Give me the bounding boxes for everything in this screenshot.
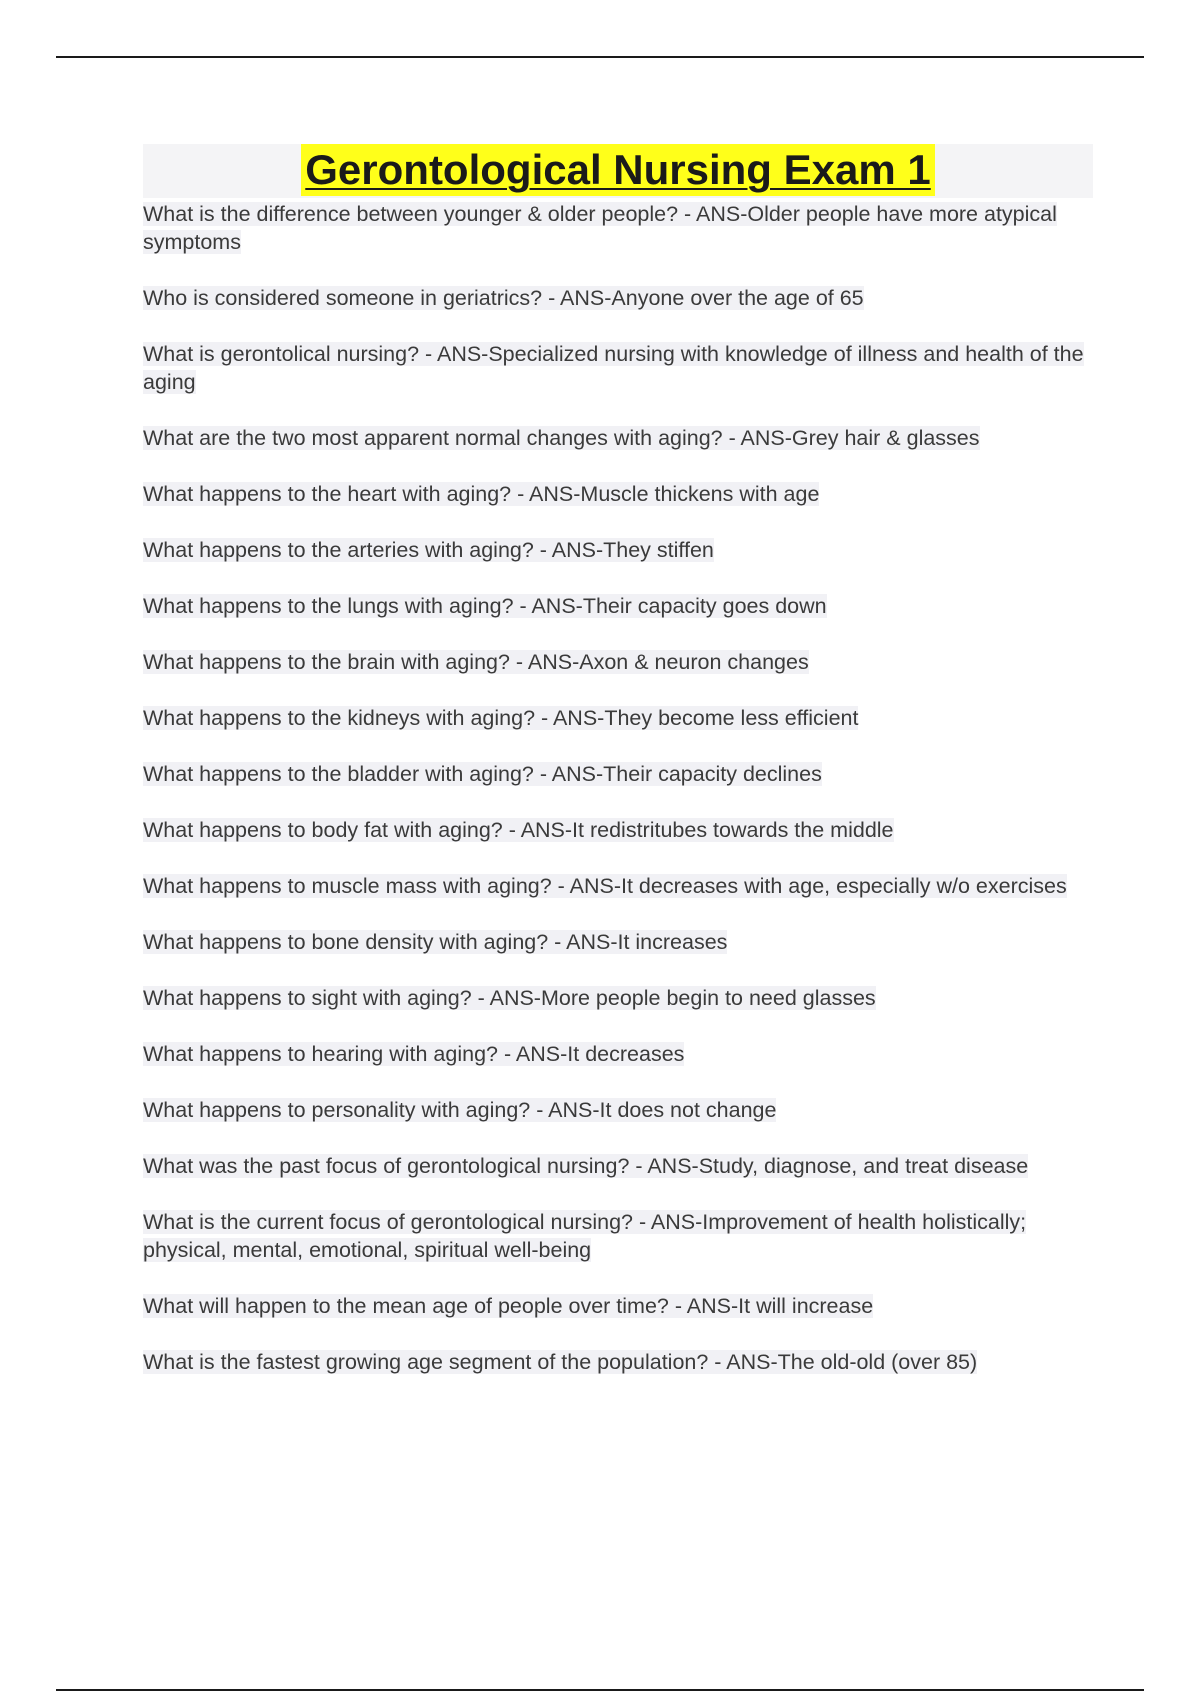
bottom-rule (56, 1689, 1144, 1691)
qa-text: What happens to personality with aging? - ANS-It does not change (143, 1098, 777, 1122)
qa-text: What happens to hearing with aging? - ANS-It decreases (143, 1042, 685, 1066)
qa-text: What happens to sight with aging? - ANS-More people begin to need glasses (143, 986, 876, 1010)
qa-text: What happens to bone density with aging? - ANS-It increases (143, 930, 728, 954)
title-block (143, 144, 1093, 198)
qa-item (143, 816, 1093, 844)
document-title: Gerontological Nursing Exam 1 (301, 144, 934, 196)
qa-item (143, 984, 1093, 1012)
qa-item (143, 1096, 1093, 1124)
qa-text: What happens to the heart with aging? - ANS-Muscle thickens with age (143, 482, 820, 506)
qa-item (143, 704, 1093, 732)
top-rule (56, 56, 1144, 58)
qa-text: What is gerontolical nursing? - ANS-Specialized nursing with knowledge of illness and health of the aging (143, 342, 1084, 394)
qa-text: What are the two most apparent normal changes with aging? - ANS-Grey hair & glasses (143, 426, 980, 450)
qa-text: What is the fastest growing age segment of the population? - ANS-The old-old (over 85) (143, 1350, 978, 1374)
qa-item (143, 872, 1093, 900)
qa-text: What happens to the kidneys with aging? - ANS-They become less efficient (143, 706, 859, 730)
qa-text: Who is considered someone in geriatrics? - ANS-Anyone over the age of 65 (143, 286, 864, 310)
qa-text: What happens to the arteries with aging? - ANS-They stiffen (143, 538, 714, 562)
qa-item (143, 340, 1093, 396)
qa-text: What is the current focus of gerontological nursing? - ANS-Improvement of health holistically; physical, mental, emotional, spiritual well-being (143, 1210, 1027, 1262)
qa-text: What happens to the lungs with aging? - ANS-Their capacity goes down (143, 594, 827, 618)
qa-item (143, 1292, 1093, 1320)
qa-text: What happens to body fat with aging? - ANS-It redistritubes towards the middle (143, 818, 894, 842)
qa-text: What will happen to the mean age of people over time? - ANS-It will increase (143, 1294, 874, 1318)
document-body (143, 144, 1093, 1404)
qa-text: What is the difference between younger & older people? - ANS-Older people have more atypical symptoms (143, 202, 1057, 254)
qa-item (143, 928, 1093, 956)
qa-item (143, 480, 1093, 508)
qa-text: What happens to the bladder with aging? - ANS-Their capacity declines (143, 762, 822, 786)
qa-item (143, 760, 1093, 788)
qa-item (143, 200, 1093, 256)
qa-item (143, 592, 1093, 620)
qa-item (143, 648, 1093, 676)
qa-item (143, 424, 1093, 452)
qa-item (143, 536, 1093, 564)
qa-text: What happens to the brain with aging? - ANS-Axon & neuron changes (143, 650, 809, 674)
qa-item (143, 284, 1093, 312)
qa-list (143, 200, 1093, 1376)
qa-text: What happens to muscle mass with aging? - ANS-It decreases with age, especially w/o exercises (143, 874, 1067, 898)
qa-item (143, 1348, 1093, 1376)
qa-item (143, 1208, 1093, 1264)
qa-item (143, 1152, 1093, 1180)
qa-item (143, 1040, 1093, 1068)
qa-text: What was the past focus of gerontological nursing? - ANS-Study, diagnose, and treat disease (143, 1154, 1029, 1178)
